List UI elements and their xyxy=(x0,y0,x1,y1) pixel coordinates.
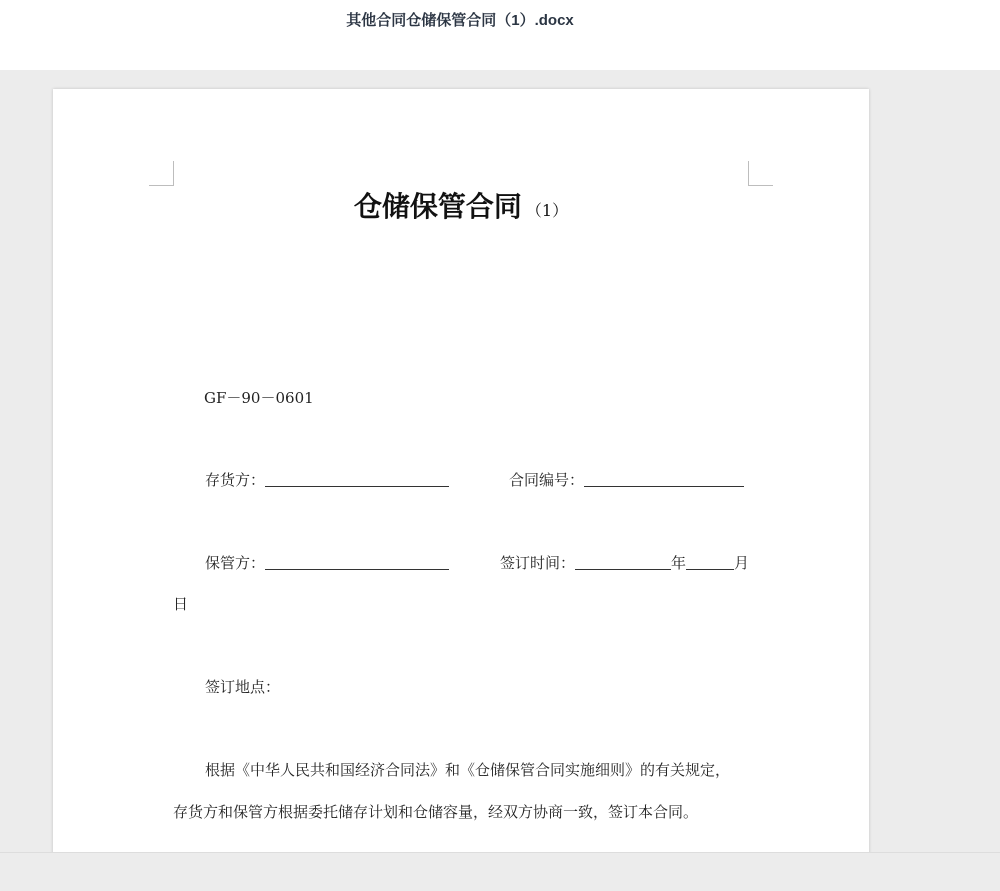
depositor-line xyxy=(205,470,449,490)
contract-number-blank[interactable] xyxy=(584,472,744,487)
depositor-blank[interactable] xyxy=(265,472,449,487)
document-title xyxy=(173,185,749,225)
status-bar xyxy=(0,852,1000,891)
contract-number-label: 合同编号： xyxy=(509,471,585,489)
margin-corner-top-right xyxy=(748,161,773,186)
document-title-main: 仓储保管合同 xyxy=(353,190,522,223)
contract-code: GF－90－0601 xyxy=(204,389,314,407)
sign-place-label: 签订地点： xyxy=(205,678,281,696)
contract-number-line xyxy=(509,470,744,490)
paragraph-line-2: 存货方和保管方根据委托储存计划和仓储容量，经双方协商一致，签订本合同。 xyxy=(173,803,699,821)
keeper-line xyxy=(205,553,449,573)
sign-time-line xyxy=(500,553,749,573)
margin-corner-top-left xyxy=(149,161,174,186)
sign-time-label: 签订时间： xyxy=(500,554,576,572)
day-label: 日 xyxy=(173,595,189,613)
depositor-label: 存货方： xyxy=(205,471,266,489)
sign-year-blank[interactable] xyxy=(575,555,671,570)
year-label: 年 xyxy=(671,554,687,572)
paragraph-line-1: 根据《中华人民共和国经济合同法》和《仓储保管合同实施细则》的有关规定， xyxy=(205,761,731,779)
document-workspace[interactable] xyxy=(0,70,1000,852)
document-page[interactable] xyxy=(53,89,869,869)
title-bar xyxy=(0,0,1000,70)
document-title-suffix: （1） xyxy=(525,201,569,220)
keeper-blank[interactable] xyxy=(265,555,449,570)
sign-month-blank[interactable] xyxy=(686,555,734,570)
file-title: 其他合同仓储保管合同（1）.docx xyxy=(346,12,574,29)
month-label: 月 xyxy=(734,554,750,572)
keeper-label: 保管方： xyxy=(205,554,266,572)
